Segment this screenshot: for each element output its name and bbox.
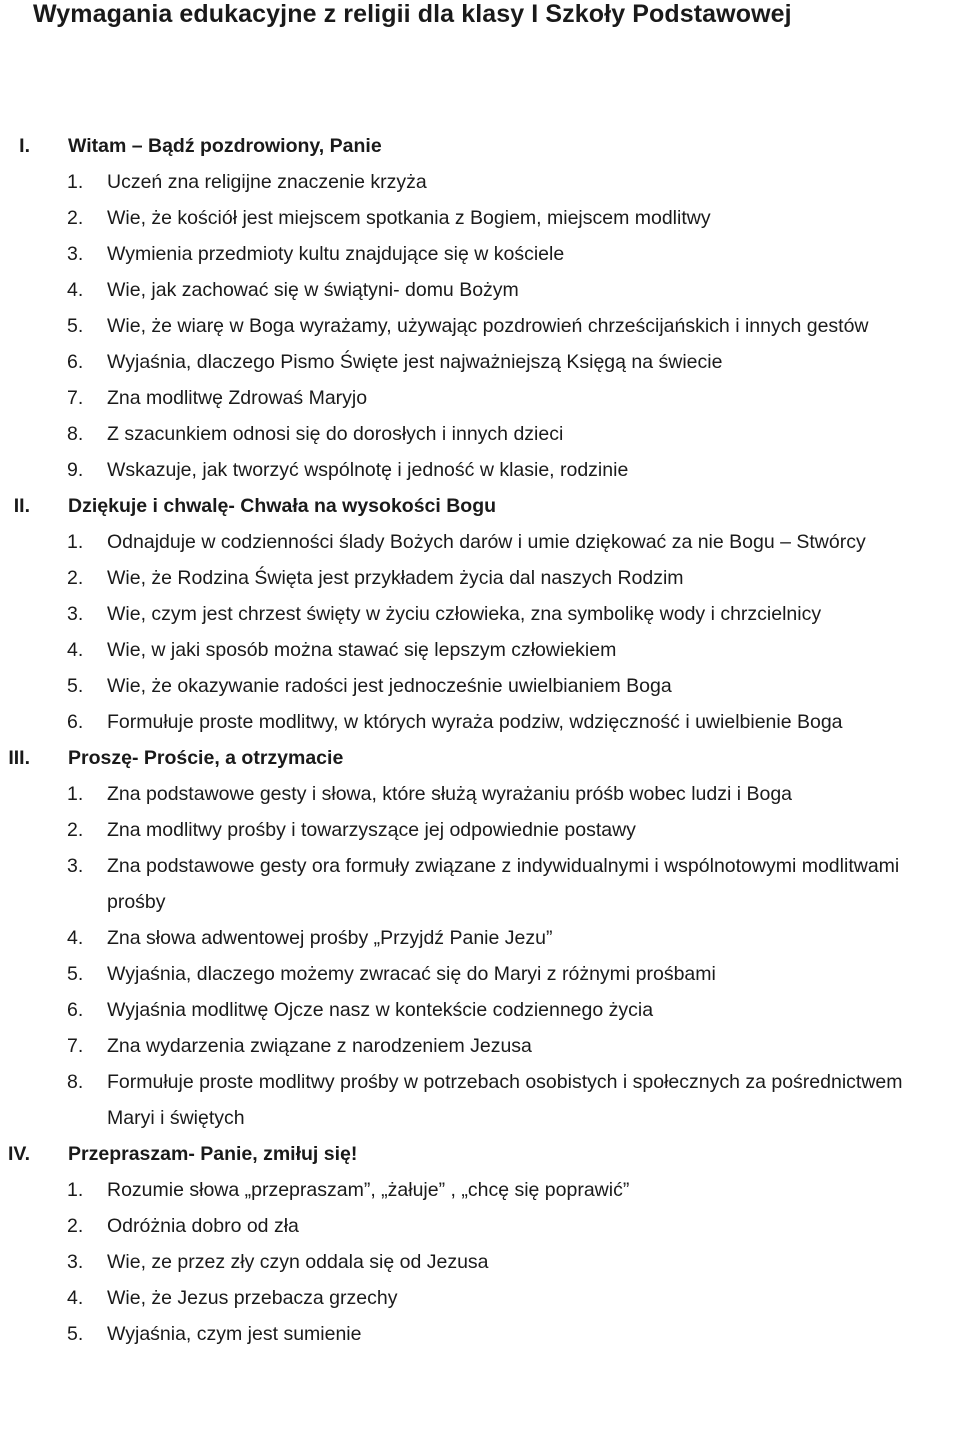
item-text: Uczeń zna religijne znaczenie krzyża	[107, 171, 427, 193]
section	[0, 488, 960, 740]
item-text: Zna słowa adwentowej prośby „Przyjdź Panie Jezu”	[107, 927, 553, 949]
item-text: Wie, że okazywanie radości jest jednocześnie uwielbianiem Boga	[107, 675, 672, 697]
item-number: 4.	[67, 1287, 84, 1309]
item-text: Zna modlitwy prośby i towarzyszące jej odpowiednie postawy	[107, 819, 636, 841]
item-text: Z szacunkiem odnosi się do dorosłych i innych dzieci	[107, 423, 564, 445]
list-item	[0, 236, 952, 272]
item-number: 7.	[67, 387, 84, 409]
item-number: 3.	[67, 603, 84, 625]
list-item	[0, 452, 952, 488]
item-text: Wyjaśnia modlitwę Ojcze nasz w kontekście codziennego życia	[107, 999, 654, 1021]
item-text: Wymienia przedmioty kultu znajdujące się w kościele	[107, 243, 565, 265]
item-text: Zna modlitwę Zdrowaś Maryjo	[107, 387, 368, 409]
item-number: 1.	[67, 1179, 84, 1201]
list-item	[0, 632, 952, 668]
item-text: Wie, że wiarę w Boga wyrażamy, używając pozdrowień chrześcijańskich i innych gestów	[107, 315, 869, 337]
section	[0, 128, 960, 488]
list-item	[0, 812, 952, 848]
list-item	[0, 992, 952, 1028]
item-text: Wie, że Jezus przebacza grzechy	[107, 1287, 398, 1309]
item-number: 5.	[67, 1323, 84, 1345]
item-text: Wie, że kościół jest miejscem spotkania z Bogiem, miejscem modlitwy	[107, 207, 711, 229]
item-number: 2.	[67, 567, 84, 589]
list-item	[0, 1208, 952, 1244]
requirement-list	[0, 164, 960, 488]
item-number: 2.	[67, 207, 84, 229]
item-text: Wyjaśnia, czym jest sumienie	[107, 1323, 362, 1345]
item-number: 3.	[67, 855, 84, 877]
requirement-list	[0, 1172, 960, 1352]
item-number: 6.	[67, 999, 84, 1021]
sections-list	[0, 128, 960, 1352]
list-item	[0, 560, 952, 596]
item-text: Wie, jak zachować się w świątyni- domu Bożym	[107, 279, 519, 301]
item-number: 5.	[67, 675, 84, 697]
list-item	[0, 1280, 952, 1316]
section-heading	[0, 740, 960, 776]
item-number: 6.	[67, 351, 84, 373]
section-heading	[0, 1136, 960, 1172]
list-item	[0, 344, 952, 380]
item-number: 1.	[67, 531, 84, 553]
page-title: Wymagania edukacyjne z religii dla klasy I Szkoły Podstawowej	[33, 0, 792, 28]
item-number: 7.	[67, 1035, 84, 1057]
item-text: Odnajduje w codzienności ślady Bożych darów i umie dziękować za nie Bogu – Stwórcy	[107, 531, 866, 553]
item-text: Zna podstawowe gesty ora formuły związane z indywidualnymi i wspólnotowymi modlitwami prośby	[107, 855, 900, 913]
item-number: 8.	[67, 1071, 84, 1093]
item-text: Odróżnia dobro od zła	[107, 1215, 299, 1237]
section-heading	[0, 488, 960, 524]
requirement-list	[0, 524, 960, 740]
item-text: Wskazuje, jak tworzyć wspólnotę i jedność w klasie, rodzinie	[107, 459, 629, 481]
section-numeral: IV.	[7, 1143, 30, 1165]
list-item	[0, 596, 952, 632]
list-item	[0, 1172, 952, 1208]
item-number: 3.	[67, 1251, 84, 1273]
item-number: 6.	[67, 711, 84, 733]
list-item	[0, 380, 952, 416]
list-item	[0, 920, 952, 956]
item-text: Zna wydarzenia związane z narodzeniem Jezusa	[107, 1035, 532, 1057]
section-heading	[0, 128, 960, 164]
requirement-list	[0, 776, 960, 1136]
item-number: 9.	[67, 459, 84, 481]
section	[0, 1136, 960, 1352]
item-number: 4.	[67, 927, 84, 949]
item-text: Wie, czym jest chrzest święty w życiu człowieka, zna symbolikę wody i chrzcielnicy	[107, 603, 822, 625]
list-item	[0, 524, 952, 560]
section-title: Witam – Bądź pozdrowiony, Panie	[68, 135, 382, 157]
item-number: 2.	[67, 1215, 84, 1237]
list-item	[0, 1028, 952, 1064]
list-item	[0, 956, 952, 992]
section	[0, 740, 960, 1136]
list-item	[0, 272, 952, 308]
list-item	[0, 200, 952, 236]
list-item	[0, 704, 952, 740]
item-text: Wyjaśnia, dlaczego możemy zwracać się do Maryi z różnymi prośbami	[107, 963, 716, 985]
list-item	[0, 1064, 952, 1136]
list-item	[0, 1316, 952, 1352]
item-number: 8.	[67, 423, 84, 445]
list-item	[0, 776, 952, 812]
item-number: 4.	[67, 279, 84, 301]
section-title: Dziękuje i chwalę- Chwała na wysokości Bogu	[68, 495, 497, 517]
item-text: Rozumie słowa „przepraszam”, „żałuje” , „chcę się poprawić”	[107, 1179, 630, 1201]
list-item	[0, 1244, 952, 1280]
item-text: Formułuje proste modlitwy, w których wyraża podziw, wdzięczność i uwielbienie Boga	[107, 711, 843, 733]
item-number: 4.	[67, 639, 84, 661]
section-numeral: I.	[19, 135, 30, 157]
list-item	[0, 164, 952, 200]
item-text: Wie, w jaki sposób można stawać się lepszym człowiekiem	[107, 639, 617, 661]
list-item	[0, 416, 952, 452]
item-number: 5.	[67, 963, 84, 985]
item-number: 1.	[67, 783, 84, 805]
list-item	[0, 668, 952, 704]
item-number: 5.	[67, 315, 84, 337]
item-text: Zna podstawowe gesty i słowa, które służą wyrażaniu próśb wobec ludzi i Boga	[107, 783, 793, 805]
item-text: Wie, ze przez zły czyn oddala się od Jezusa	[107, 1251, 489, 1273]
section-title: Proszę- Proście, a otrzymacie	[68, 747, 344, 769]
item-number: 2.	[67, 819, 84, 841]
item-text: Wyjaśnia, dlaczego Pismo Święte jest najważniejszą Księgą na świecie	[107, 351, 723, 373]
list-item	[0, 308, 952, 344]
section-numeral: II.	[13, 495, 30, 517]
section-title: Przepraszam- Panie, zmiłuj się!	[68, 1143, 358, 1165]
item-number: 3.	[67, 243, 84, 265]
section-numeral: III.	[8, 747, 30, 769]
item-text: Wie, że Rodzina Święta jest przykładem życia dal naszych Rodzim	[107, 567, 684, 589]
list-item	[0, 848, 952, 920]
item-text: Formułuje proste modlitwy prośby w potrzebach osobistych i społecznych za pośrednictwem Maryi i świętych	[107, 1071, 903, 1129]
item-number: 1.	[67, 171, 84, 193]
